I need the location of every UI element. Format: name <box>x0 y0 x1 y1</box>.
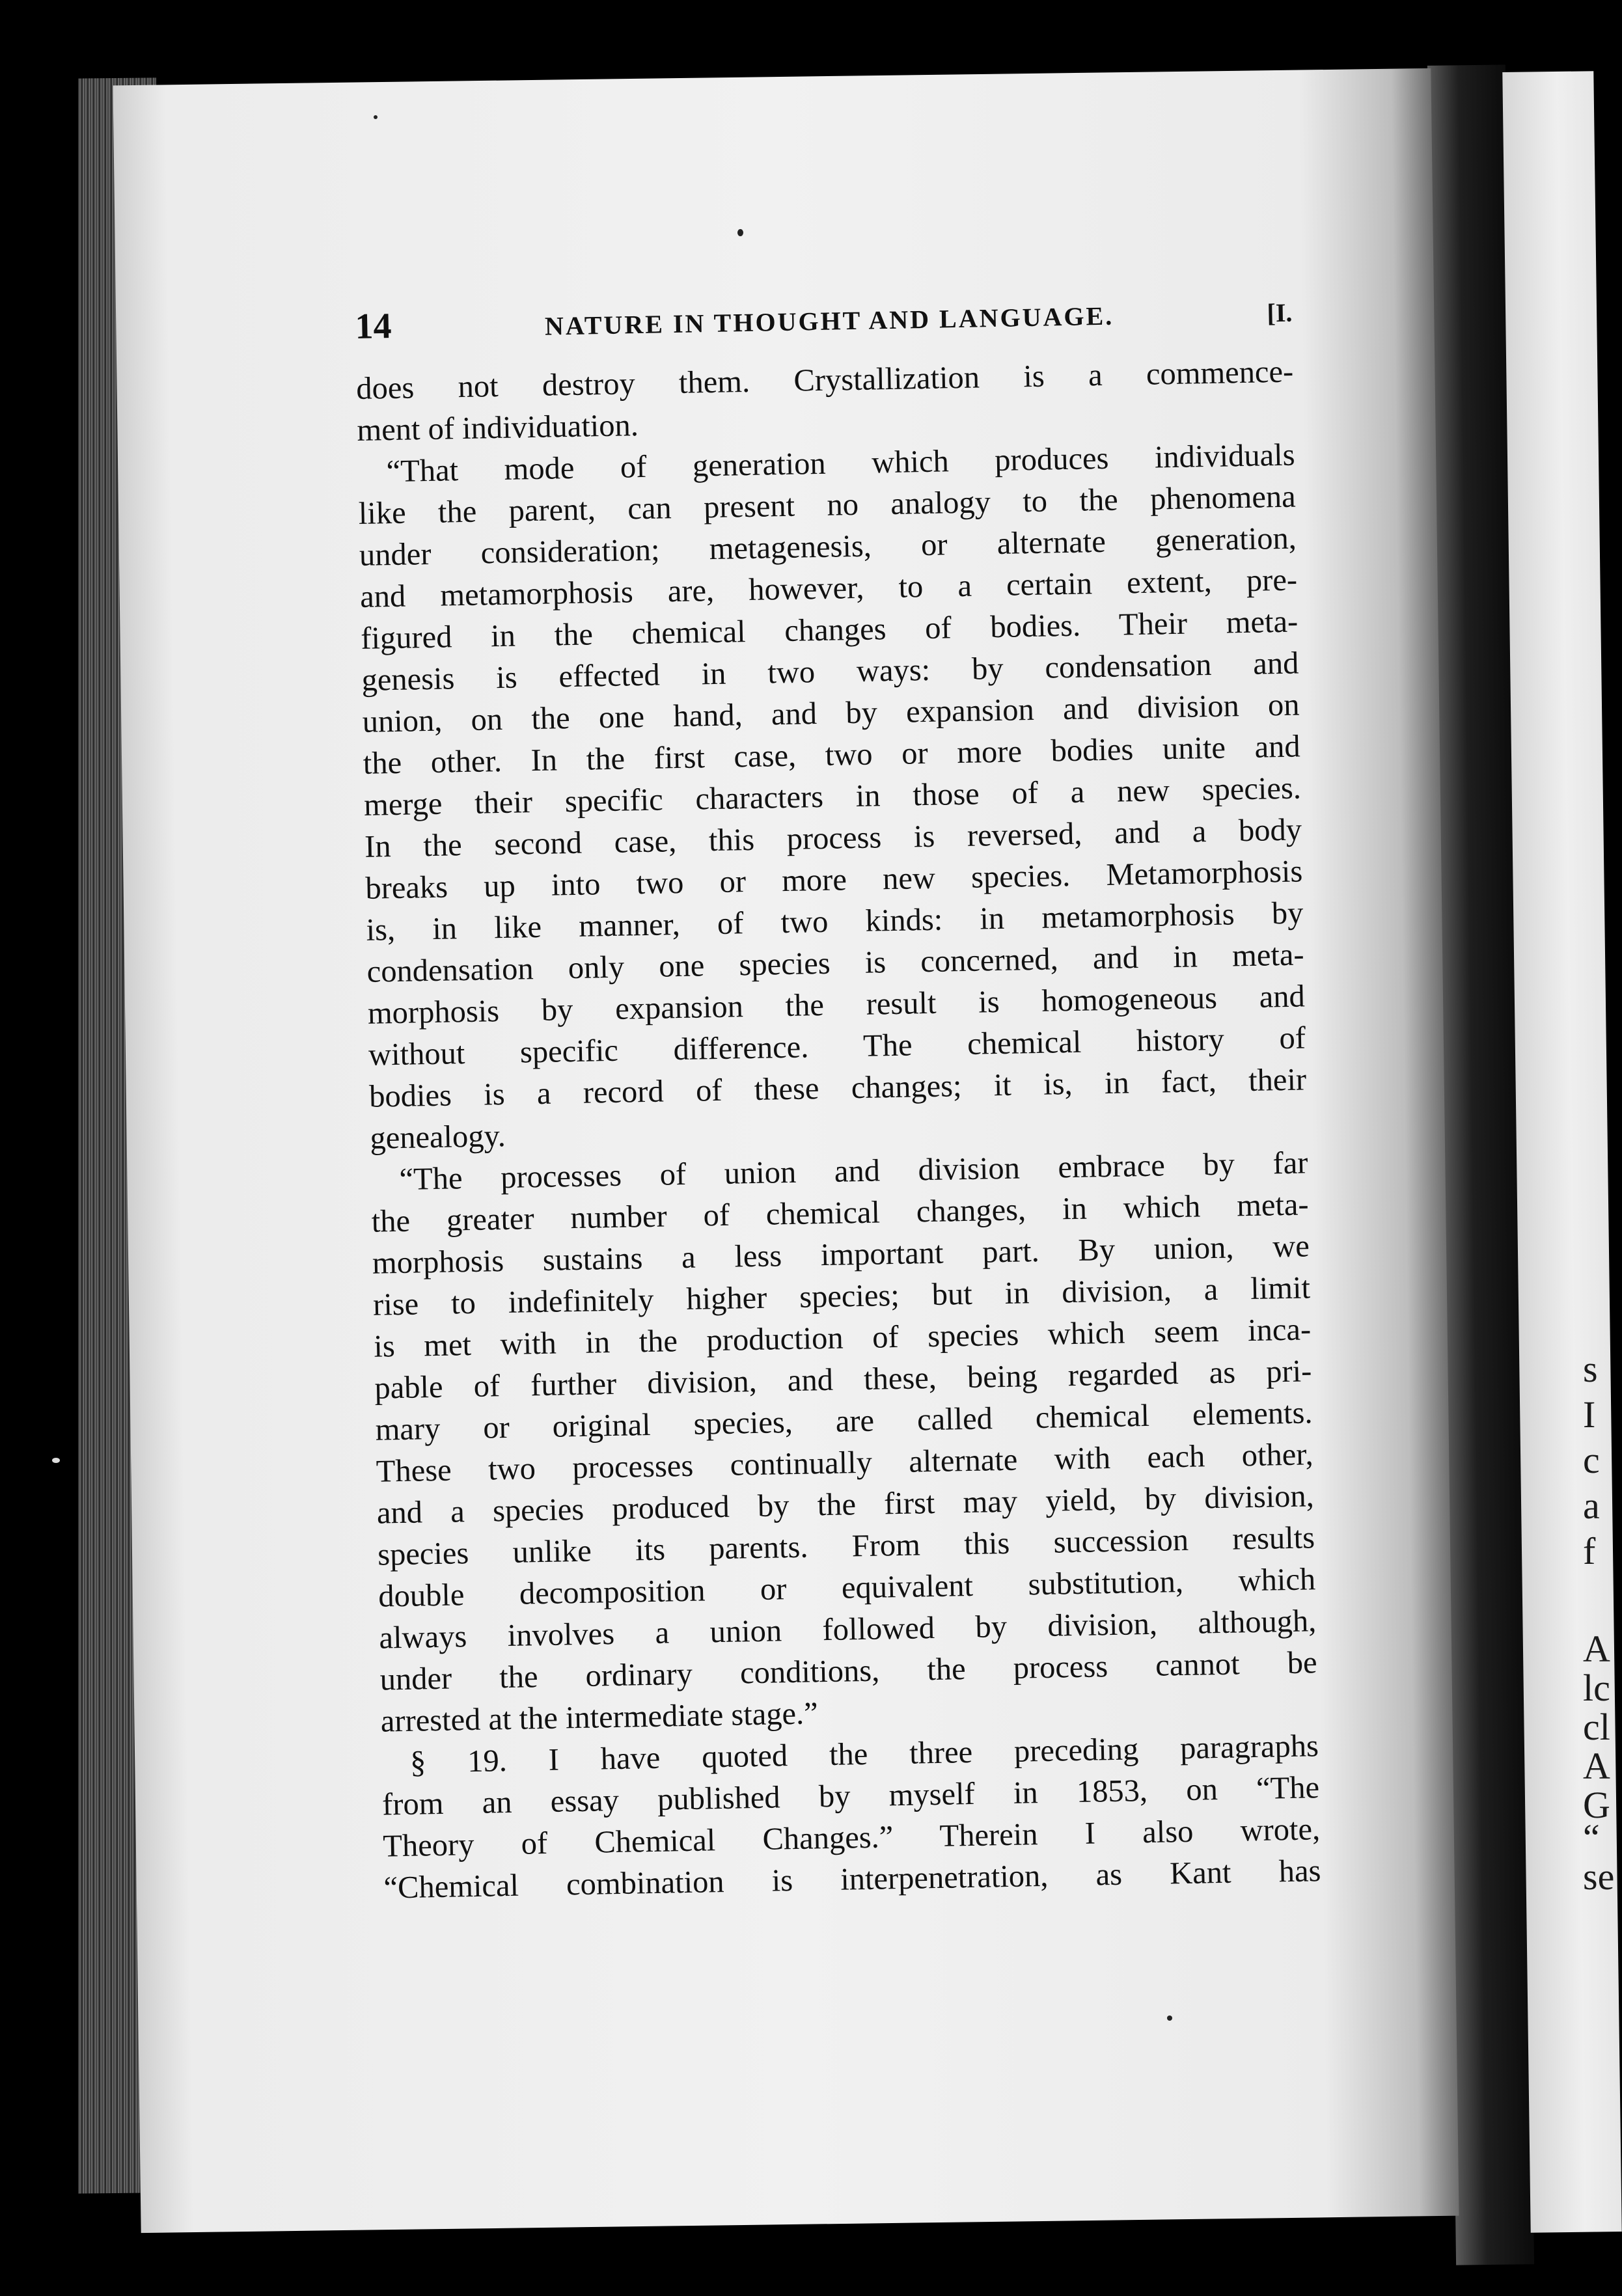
text-line: the other. In the first case, two or more bodies unite and <box>363 729 1301 781</box>
text-line: rise to indefinitely higher species; but in division, a limit <box>372 1270 1311 1322</box>
section-mark: [I. <box>1267 297 1293 328</box>
text-line: under consideration; metagenesis, or alternate generation, <box>359 521 1297 573</box>
adjacent-page-fragment: I <box>1583 1393 1596 1436</box>
text-line: from an essay published by myself in 1853, on “The <box>381 1770 1320 1822</box>
dust-speck <box>737 229 743 236</box>
text-line: breaks up into two or more new species. Metamorphosis <box>364 854 1303 906</box>
adjacent-page-fragment: c <box>1583 1439 1600 1481</box>
page-text-block <box>355 289 1321 1909</box>
adjacent-page-fragment: “ <box>1583 1816 1600 1859</box>
running-title: NATURE IN THOUGHT AND LANGUAGE. <box>544 301 1114 341</box>
text-line: “Chemical combination is interpenetration, as Kant has <box>383 1853 1321 1906</box>
adjacent-page-fragment: lc <box>1583 1667 1610 1709</box>
text-line: mary or original species, are called chemical elements. <box>375 1395 1313 1447</box>
text-line: pable of further division, and these, being regarded as pri- <box>374 1354 1312 1406</box>
text-line: figured in the chemical changes of bodies. Their meta- <box>360 604 1299 656</box>
text-line: and a species produced by the first may yield, by division, <box>376 1479 1315 1531</box>
text-line: merge their specific characters in those of a new species. <box>363 771 1302 823</box>
text-line: morphosis by expansion the result is homogeneous and <box>367 979 1306 1031</box>
text-line: morphosis sustains a less important part. By union, we <box>372 1229 1310 1281</box>
dust-speck <box>52 1458 60 1463</box>
page-number: 14 <box>355 305 392 347</box>
text-line: These two processes continually alternate with each other, <box>376 1437 1314 1489</box>
text-line: “That mode of generation which produces individuals <box>386 437 1295 489</box>
text-line: arrested at the intermediate stage.” <box>380 1696 819 1739</box>
text-line: under the ordinary conditions, the process cannot be <box>379 1645 1317 1697</box>
text-line: is, in like manner, of two kinds: in metamorphosis by <box>366 895 1304 948</box>
body-text <box>356 351 1321 1909</box>
text-line: union, on the one hand, and by expansion and division on <box>362 687 1300 739</box>
text-line: condensation only one species is concerned, and in meta- <box>366 937 1304 989</box>
adjacent-page-fragment: A <box>1583 1745 1610 1787</box>
adjacent-page-fragment: A <box>1583 1628 1610 1670</box>
adjacent-page-fragment: se <box>1583 1855 1615 1898</box>
text-line: genealogy. <box>369 1118 506 1156</box>
text-line: does not destroy them. Crystallization is a commence- <box>355 354 1294 406</box>
text-line: species unlike its parents. From this succession results <box>377 1520 1315 1572</box>
text-line: like the parent, can present no analogy to the phenomena <box>358 479 1297 531</box>
text-line: always involves a union followed by division, although, <box>379 1604 1317 1656</box>
text-line: and metamorphosis are, however, to a certain extent, pre- <box>359 562 1298 614</box>
adjacent-page-fragment: cl <box>1583 1706 1610 1748</box>
text-line: the greater number of chemical changes, in which meta- <box>371 1187 1310 1239</box>
text-line: “The processes of union and division embrace by far <box>399 1145 1308 1197</box>
dust-speck <box>1167 2016 1172 2021</box>
text-line: is met with in the production of species which seem inca- <box>373 1312 1312 1364</box>
adjacent-page-fragment: a <box>1583 1484 1600 1527</box>
text-line: In the second case, this process is reversed, and a body <box>364 812 1302 864</box>
text-line: without specific difference. The chemical history of <box>368 1020 1306 1073</box>
adjacent-page-fragment: s <box>1583 1348 1598 1390</box>
adjacent-page-fragment: G <box>1583 1784 1610 1826</box>
adjacent-page-fragment: f <box>1583 1530 1596 1572</box>
text-line: ment of individuation. <box>357 408 639 448</box>
text-line: genesis is effected in two ways: by condensation and <box>361 646 1299 698</box>
text-line: Theory of Chemical Changes.” Therein I also wrote, <box>382 1812 1321 1864</box>
text-line: double decomposition or equivalent substitution, which <box>378 1562 1316 1614</box>
dust-speck <box>374 115 378 119</box>
text-line: bodies is a record of these changes; it is, in fact, their <box>368 1062 1307 1114</box>
text-line: § 19. I have quoted the three preceding paragraphs <box>409 1729 1319 1780</box>
